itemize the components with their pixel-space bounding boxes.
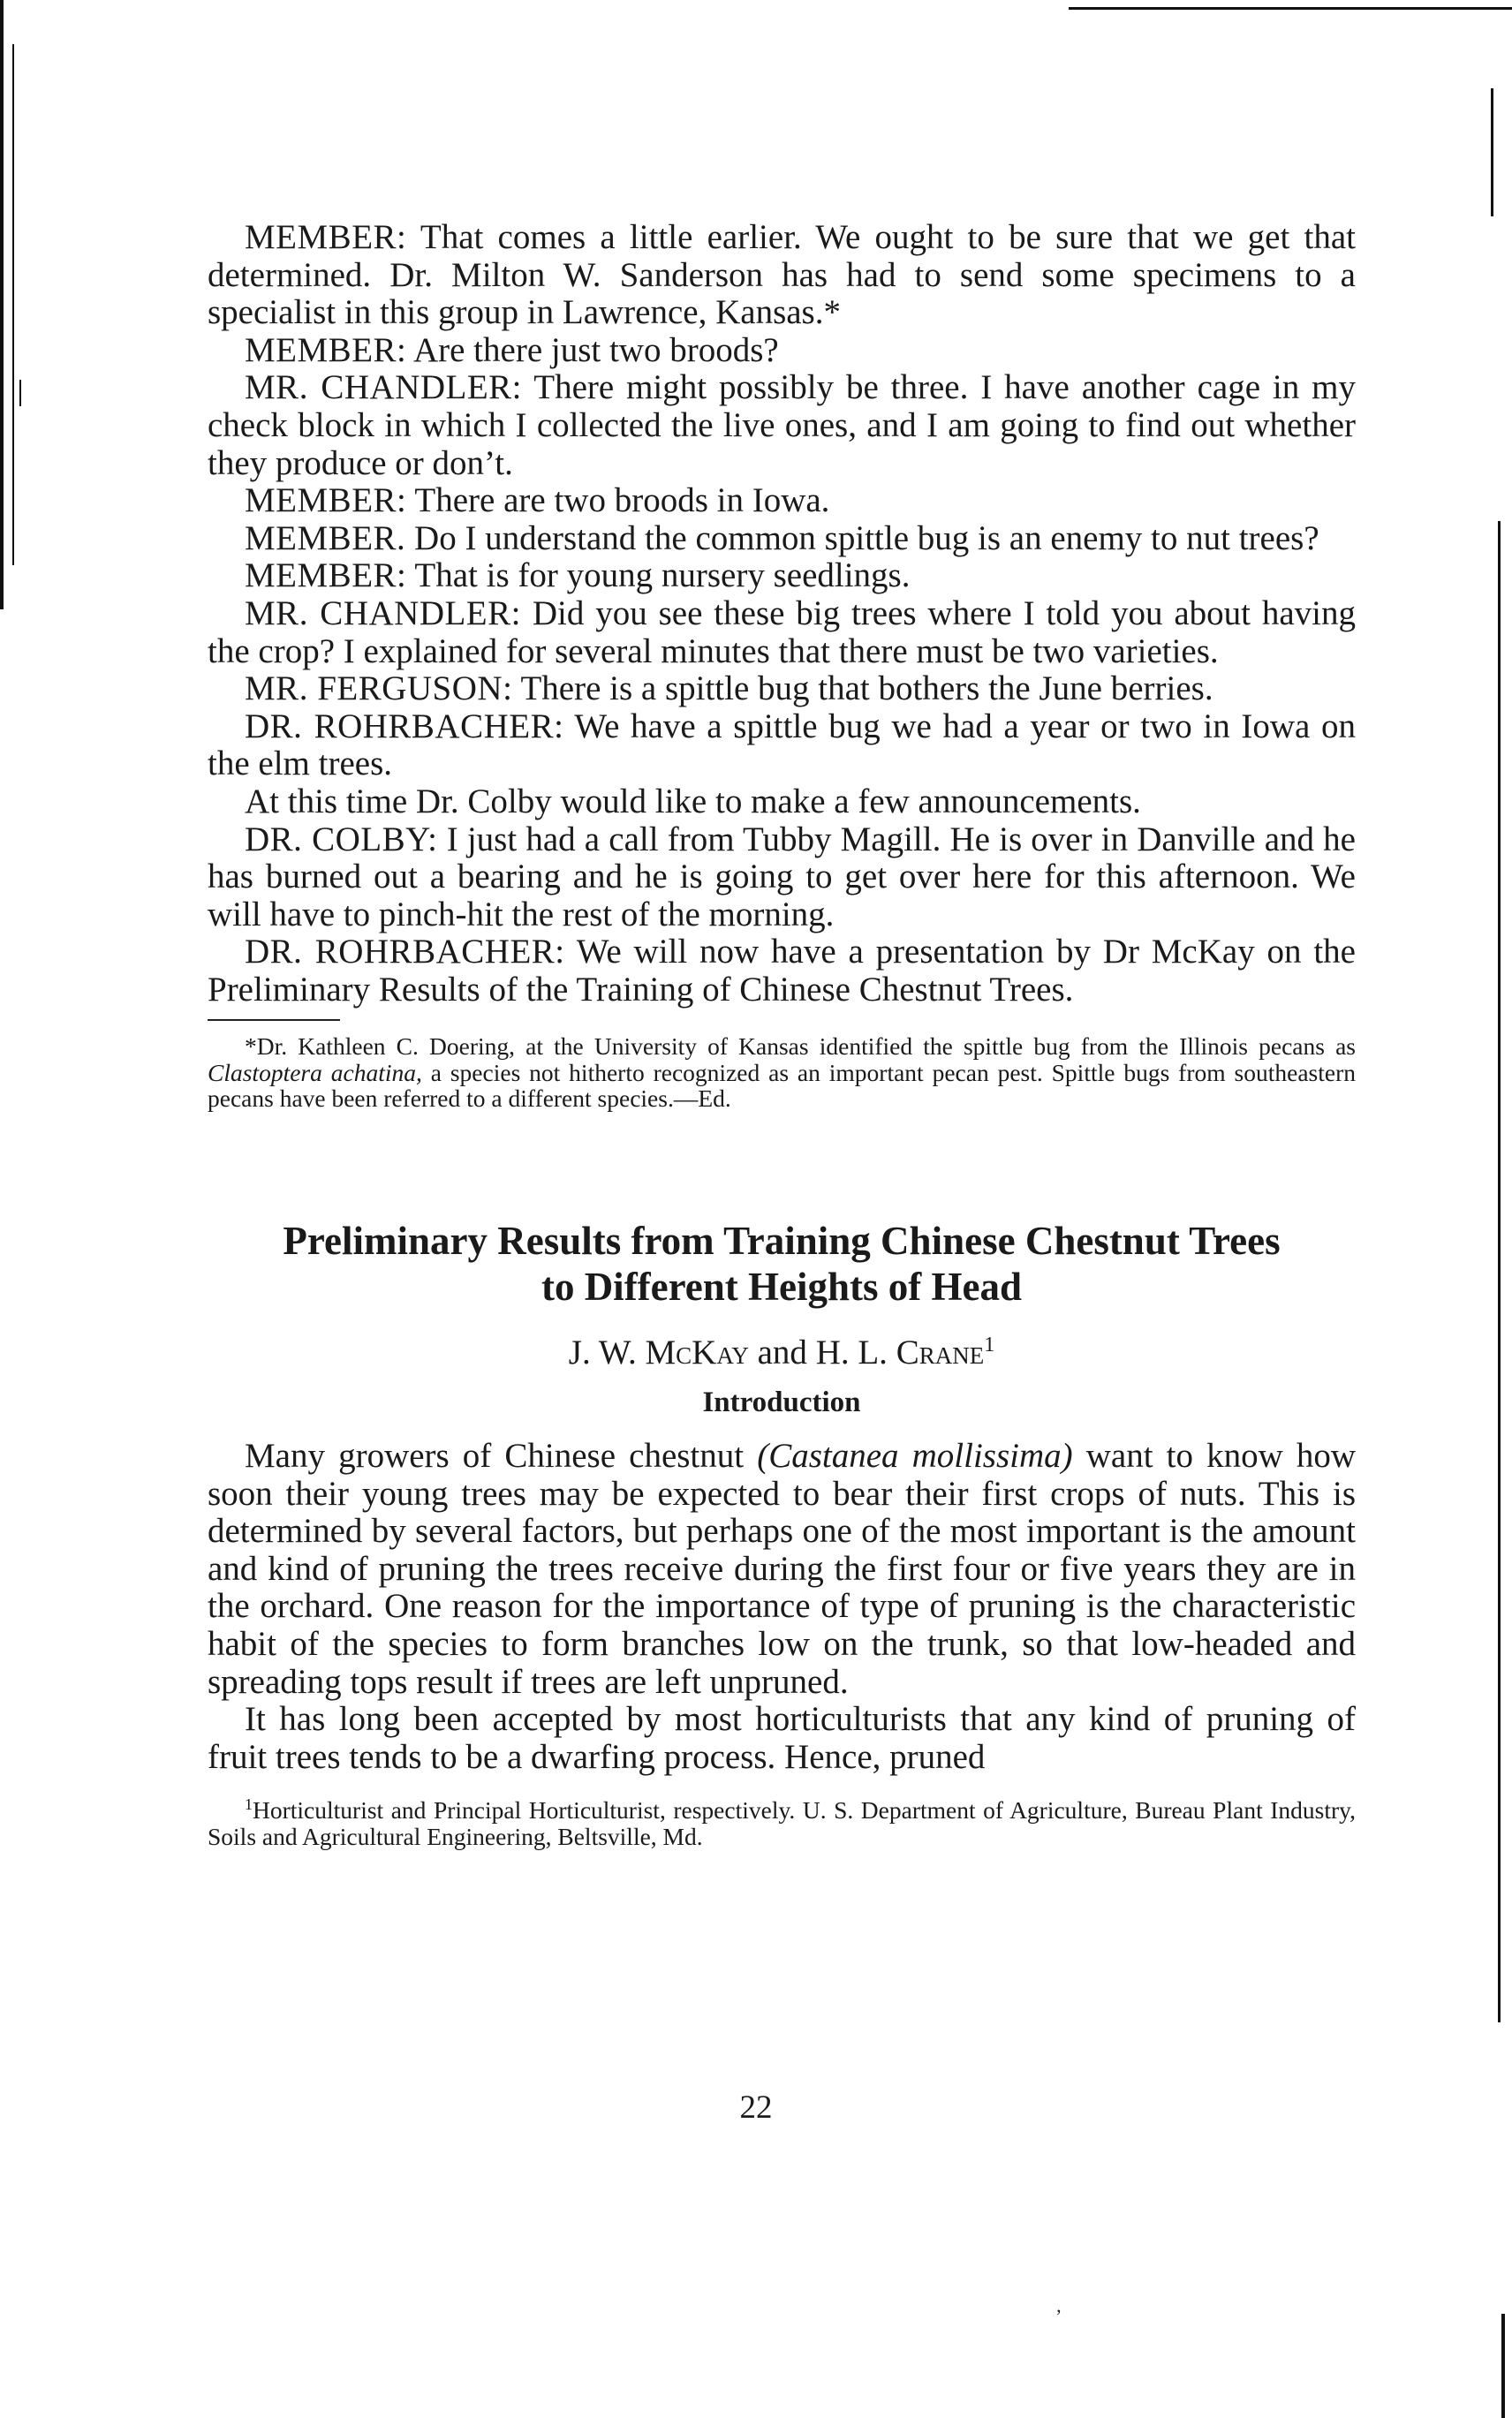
author-surname: Crane (896, 1333, 985, 1371)
scan-edge-mark (0, 0, 4, 609)
page-number: 22 (739, 2089, 773, 2126)
paragraph (208, 369, 1356, 482)
paragraph: It has long been accepted by most horticulturists that any kind of pruning of fruit trees tends to be a dwarfing process. Hence, pruned (208, 1700, 1356, 1776)
article-title-line: to Different Heights of Head (541, 1264, 1023, 1309)
speech-text: That is for young nursery seedlings. (406, 556, 911, 595)
speaker-label: DR. COLBY: (245, 820, 438, 858)
speech-text: I just had a call from Tubby Magill. He is over in Danville and he has burned out a bearing and he is going to get over here for this afternoon. We will have to pinch-hit the rest of the morning. (208, 820, 1356, 933)
paragraph (208, 595, 1356, 670)
speech-text: We will now have a presentation by Dr McKay on the Preliminary Results of the Training of Chinese Chestnut Trees. (208, 933, 1356, 1009)
paragraph (208, 708, 1356, 783)
speech-text: That comes a little earlier. We ought to be sure that we get that determined. Dr. Milton W. Sanderson has had to send some specimens to a specialist in this group in Lawrence, Kansas.* (208, 218, 1356, 332)
paragraph (208, 482, 1356, 520)
footnote-rule (208, 1019, 340, 1021)
author-initials: H. L. (815, 1333, 896, 1371)
paragraph (208, 219, 1356, 332)
speech-text: Did you see these big trees where I told you about having the crop? I explained for several minutes that there must be two varieties. (208, 593, 1357, 670)
section-heading: Introduction (702, 1386, 861, 1418)
speaker-label: DR. ROHRBACHER: (245, 707, 564, 745)
scan-top-line (1069, 7, 1512, 10)
footnote (208, 1033, 1356, 1112)
paragraph (208, 1438, 1356, 1701)
footnote-marker: 1 (245, 1795, 253, 1814)
footnote-text: *Dr. Kathleen C. Doering, at the University of Kansas identified the spittle bug from the Illinois pecans as (245, 1032, 1356, 1061)
speaker-label: MEMBER. (245, 518, 406, 557)
scan-edge-mark (1491, 88, 1493, 216)
footnote-text: Horticulturist and Principal Horticulturist, respectively. U. S. Department of Agriculture, Bureau Plant Industry, Soils and Agricultural Engineering, Beltsville, Md. (208, 1796, 1356, 1850)
speaker-label: MEMBER: (245, 481, 407, 520)
scan-edge-mark (12, 44, 14, 565)
author-conjunction: and (748, 1333, 816, 1371)
speech-text: Are there just two broods? (406, 330, 779, 369)
paragraph: At this time Dr. Colby would like to make a few announcements. (245, 782, 1141, 820)
author-surname: McKay (645, 1333, 749, 1371)
paragraph (208, 933, 1356, 1009)
article-title (208, 1218, 1356, 1310)
paragraph (208, 332, 1356, 370)
article-authors (208, 1326, 1356, 1372)
paragraph (208, 821, 1356, 934)
paragraph (208, 520, 1356, 558)
speaker-label: MEMBER: (245, 218, 407, 256)
footnote-text: a species not hitherto recognized as an important pecan pest. Spittle bugs from southeastern pecans have been referred to a different species.—Ed. (208, 1058, 1356, 1113)
speaker-label: MR. CHANDLER: (245, 368, 523, 407)
footnote-species-name: Clastoptera achatina, (208, 1058, 422, 1086)
speech-text: Do I understand the common spittle bug is an enemy to nut trees? (405, 518, 1319, 557)
speech-text: There might possibly be three. I have another cage in my check block in which I collected the live ones, and I am going to find out whether they produce or don’t. (208, 368, 1356, 482)
scan-edge-mark (1498, 521, 1501, 2022)
speaker-label: DR. ROHRBACHER: (245, 933, 565, 971)
paragraph (208, 670, 1356, 708)
paragraph-text: Many growers of Chinese chestnut (245, 1436, 758, 1475)
speech-text: There are two broods in Iowa. (406, 481, 830, 520)
article-title-line: Preliminary Results from Training Chinese Chestnut Trees (283, 1218, 1281, 1263)
stray-mark: ’ (1055, 2305, 1062, 2327)
species-name: (Castanea mollissima) (757, 1436, 1073, 1475)
author-initials: J. W. (568, 1333, 646, 1371)
footnote-marker: 1 (984, 1333, 995, 1356)
speaker-label: MR. CHANDLER: (245, 593, 521, 632)
scan-edge-mark (1501, 2314, 1505, 2418)
paragraph-text: want to know how soon their young trees may be expected to bear their first crops of nuts. This is determined by several factors, but perhaps one of the most important is the amount and kind of pruning the trees receive during the first four or five years they are in the orchard. One reason for the importance of type of pruning is the characteristic habit of the species to form branches low on the trunk, so that low-headed and spreading tops result if trees are left unpruned. (208, 1436, 1356, 1701)
speech-text: We have a spittle bug we had a year or two in Iowa on the elm trees. (208, 707, 1356, 783)
scan-edge-mark (19, 380, 21, 406)
speaker-label: MEMBER: (245, 330, 407, 369)
speech-text: There is a spittle bug that bothers the June berries. (512, 669, 1213, 708)
footnote (208, 1792, 1356, 1849)
speaker-label: MEMBER: (245, 556, 407, 595)
page-content (208, 219, 1356, 1849)
speaker-label: MR. FERGUSON: (245, 669, 513, 708)
paragraph (208, 557, 1356, 595)
